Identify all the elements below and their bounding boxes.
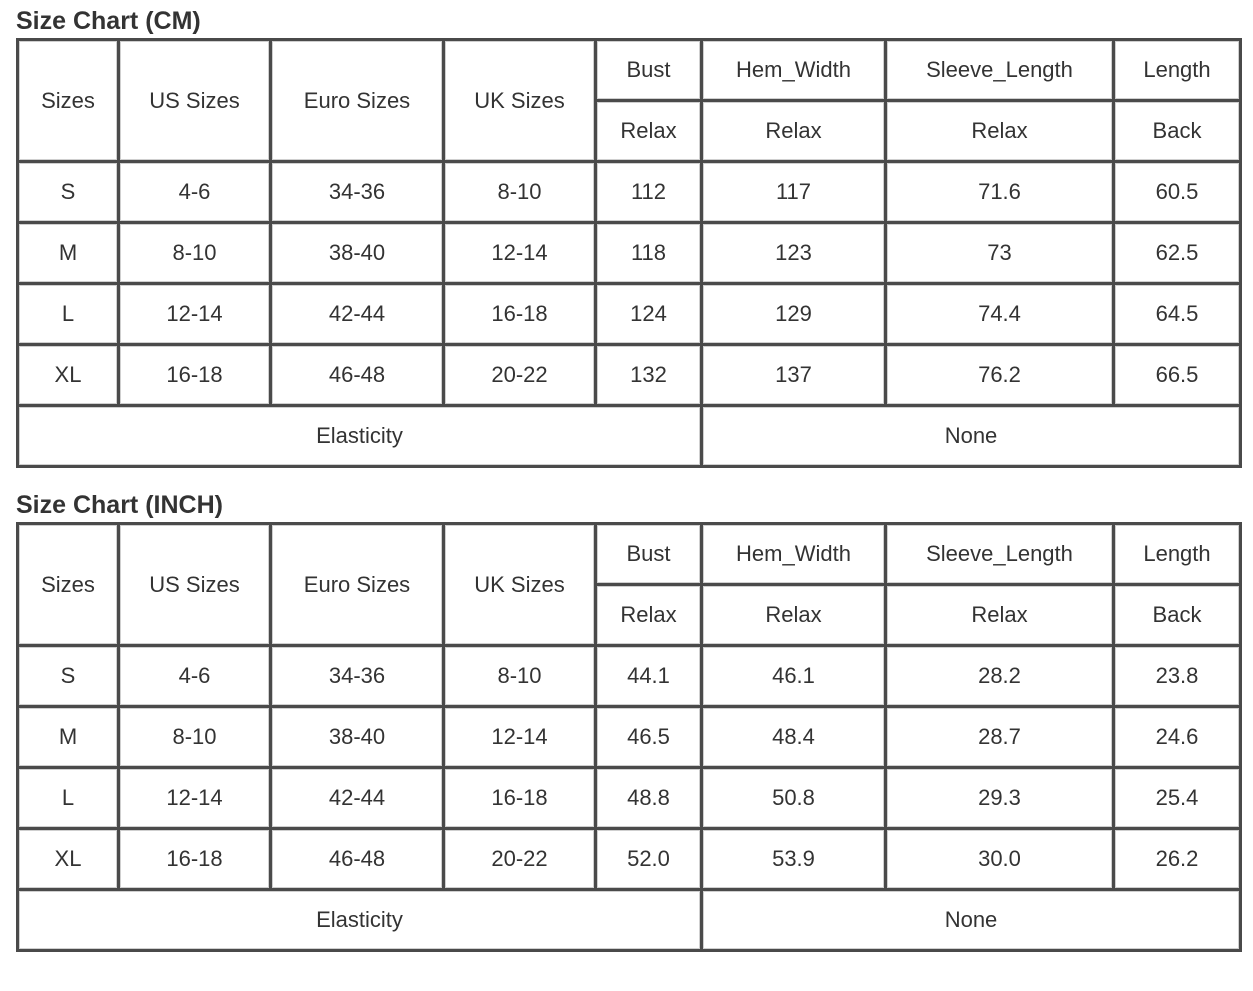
cell-size: XL [19, 830, 120, 891]
cell-us-size: 4-6 [120, 163, 272, 224]
elasticity-value: None [703, 891, 1239, 949]
cell-us-size: 4-6 [120, 647, 272, 708]
cell-sleeve-length: 73 [887, 224, 1115, 285]
cell-sleeve-length: 30.0 [887, 830, 1115, 891]
cell-euro-size: 38-40 [272, 708, 445, 769]
cell-length: 62.5 [1115, 224, 1239, 285]
header-length: Length [1115, 525, 1239, 586]
table-row [19, 163, 1239, 224]
cell-euro-size: 34-36 [272, 163, 445, 224]
cell-bust: 46.5 [597, 708, 703, 769]
cell-sleeve-length: 71.6 [887, 163, 1115, 224]
subheader-sleeve-length: Relax [887, 586, 1115, 647]
cell-bust: 52.0 [597, 830, 703, 891]
cell-us-size: 8-10 [120, 708, 272, 769]
cell-us-size: 12-14 [120, 769, 272, 830]
cell-size: S [19, 647, 120, 708]
cell-sleeve-length: 76.2 [887, 346, 1115, 407]
cell-sleeve-length: 28.2 [887, 647, 1115, 708]
cell-bust: 112 [597, 163, 703, 224]
table-row [19, 285, 1239, 346]
elasticity-value: None [703, 407, 1239, 465]
header-hem-width: Hem_Width [703, 525, 887, 586]
cell-euro-size: 42-44 [272, 285, 445, 346]
cell-euro-size: 42-44 [272, 769, 445, 830]
subheader-length: Back [1115, 102, 1239, 163]
cell-us-size: 12-14 [120, 285, 272, 346]
cell-uk-size: 20-22 [445, 830, 597, 891]
cell-bust: 118 [597, 224, 703, 285]
cell-sleeve-length: 74.4 [887, 285, 1115, 346]
cell-euro-size: 46-48 [272, 346, 445, 407]
cell-size: M [19, 224, 120, 285]
cell-hem-width: 117 [703, 163, 887, 224]
table-row [19, 830, 1239, 891]
header-us-sizes: US Sizes [120, 525, 272, 647]
cell-euro-size: 38-40 [272, 224, 445, 285]
cell-uk-size: 16-18 [445, 769, 597, 830]
cell-size: M [19, 708, 120, 769]
cell-sleeve-length: 29.3 [887, 769, 1115, 830]
header-bust: Bust [597, 41, 703, 102]
cell-uk-size: 20-22 [445, 346, 597, 407]
cell-us-size: 8-10 [120, 224, 272, 285]
cell-size: S [19, 163, 120, 224]
cell-hem-width: 48.4 [703, 708, 887, 769]
table-row [19, 224, 1239, 285]
header-hem-width: Hem_Width [703, 41, 887, 102]
size-chart-cm-title: Size Chart (CM) [16, 7, 201, 35]
cell-length: 26.2 [1115, 830, 1239, 891]
subheader-hem-width: Relax [703, 586, 887, 647]
header-sizes: Sizes [19, 41, 120, 163]
subheader-hem-width: Relax [703, 102, 887, 163]
header-row [19, 525, 1239, 586]
table-row [19, 769, 1239, 830]
cell-hem-width: 137 [703, 346, 887, 407]
size-chart-inch-table [16, 522, 1242, 952]
elasticity-label: Elasticity [19, 407, 703, 465]
cell-uk-size: 12-14 [445, 224, 597, 285]
cell-uk-size: 16-18 [445, 285, 597, 346]
cell-us-size: 16-18 [120, 830, 272, 891]
cell-hem-width: 129 [703, 285, 887, 346]
header-sleeve-length: Sleeve_Length [887, 41, 1115, 102]
cell-bust: 124 [597, 285, 703, 346]
table-row [19, 708, 1239, 769]
cell-uk-size: 8-10 [445, 163, 597, 224]
cell-hem-width: 46.1 [703, 647, 887, 708]
footer-row [19, 891, 1239, 949]
cell-length: 66.5 [1115, 346, 1239, 407]
cell-length: 24.6 [1115, 708, 1239, 769]
cell-bust: 44.1 [597, 647, 703, 708]
header-uk-sizes: UK Sizes [445, 41, 597, 163]
cell-length: 25.4 [1115, 769, 1239, 830]
subheader-length: Back [1115, 586, 1239, 647]
table-row [19, 346, 1239, 407]
cell-bust: 132 [597, 346, 703, 407]
cell-size: L [19, 285, 120, 346]
header-euro-sizes: Euro Sizes [272, 525, 445, 647]
cell-hem-width: 123 [703, 224, 887, 285]
cell-bust: 48.8 [597, 769, 703, 830]
size-chart-inch-title: Size Chart (INCH) [16, 491, 223, 519]
cell-us-size: 16-18 [120, 346, 272, 407]
footer-row [19, 407, 1239, 465]
cell-length: 23.8 [1115, 647, 1239, 708]
cell-hem-width: 50.8 [703, 769, 887, 830]
header-row [19, 41, 1239, 102]
cell-sleeve-length: 28.7 [887, 708, 1115, 769]
header-sleeve-length: Sleeve_Length [887, 525, 1115, 586]
cell-uk-size: 12-14 [445, 708, 597, 769]
cell-size: XL [19, 346, 120, 407]
size-chart-cm-table [16, 38, 1242, 468]
cell-euro-size: 34-36 [272, 647, 445, 708]
cell-length: 60.5 [1115, 163, 1239, 224]
subheader-bust: Relax [597, 586, 703, 647]
header-us-sizes: US Sizes [120, 41, 272, 163]
header-euro-sizes: Euro Sizes [272, 41, 445, 163]
elasticity-label: Elasticity [19, 891, 703, 949]
subheader-sleeve-length: Relax [887, 102, 1115, 163]
subheader-bust: Relax [597, 102, 703, 163]
header-sizes: Sizes [19, 525, 120, 647]
table-row [19, 647, 1239, 708]
cell-hem-width: 53.9 [703, 830, 887, 891]
cell-uk-size: 8-10 [445, 647, 597, 708]
cell-length: 64.5 [1115, 285, 1239, 346]
header-uk-sizes: UK Sizes [445, 525, 597, 647]
header-length: Length [1115, 41, 1239, 102]
cell-euro-size: 46-48 [272, 830, 445, 891]
cell-size: L [19, 769, 120, 830]
header-bust: Bust [597, 525, 703, 586]
